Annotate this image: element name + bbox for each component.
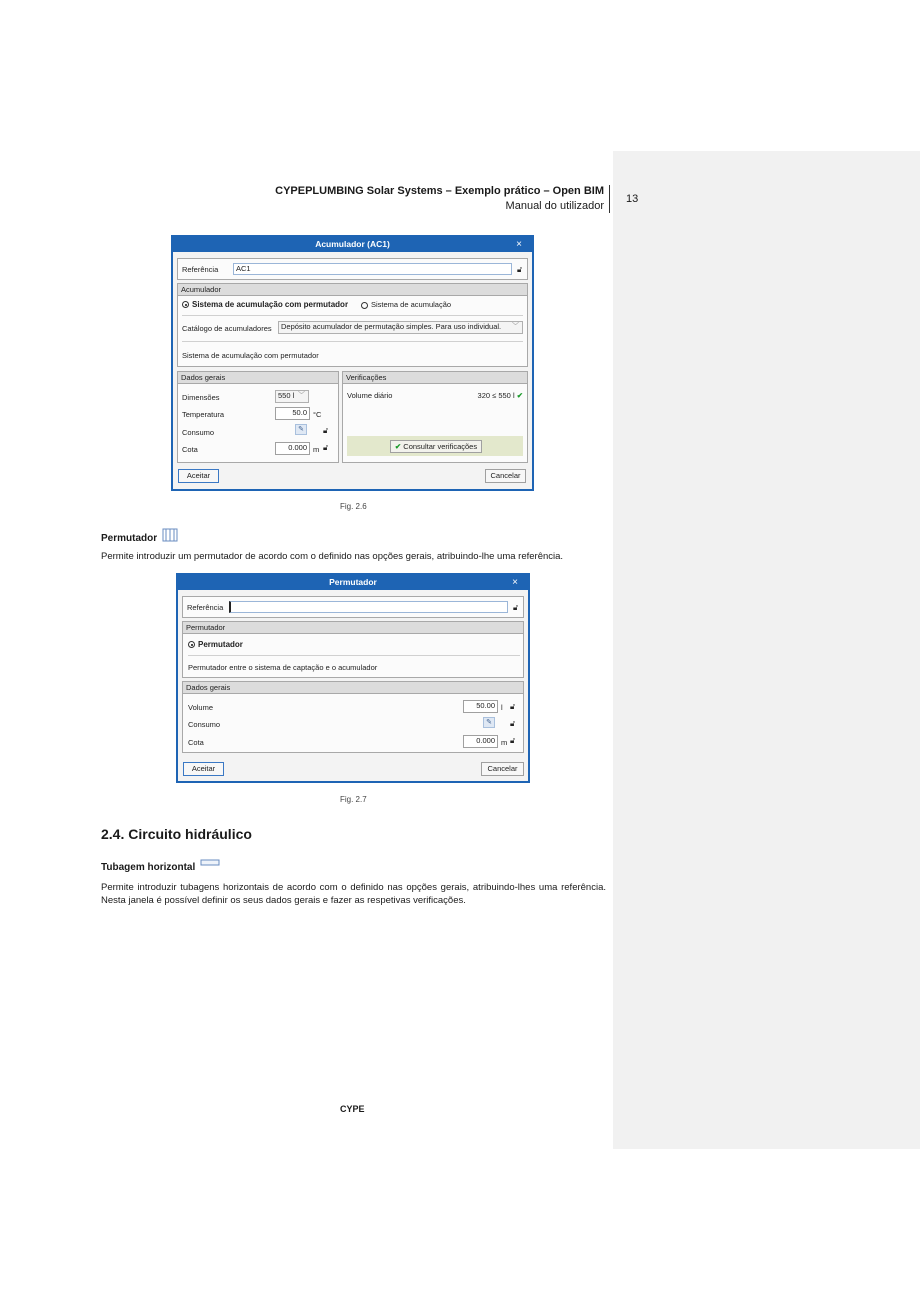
- referencia-group: [182, 596, 524, 618]
- volume-input[interactable]: 50.00: [463, 700, 498, 713]
- figure-caption: Fig. 2.7: [340, 795, 367, 804]
- radio-selected-icon: [188, 641, 195, 648]
- cota-label: Cota: [188, 738, 204, 747]
- volume-diario-check: [478, 391, 523, 400]
- radio-empty-icon: [361, 302, 368, 309]
- consumo-label: Consumo: [188, 720, 221, 729]
- lock-icon[interactable]: 🔓︎: [513, 603, 519, 612]
- permutador-description: Permutador entre o sistema de captação e o acumulador: [188, 663, 378, 672]
- catalogo-label: Catálogo de acumuladores: [182, 324, 272, 333]
- referencia-input[interactable]: [229, 601, 508, 613]
- dialog-titlebar: [173, 237, 532, 252]
- dados-gerais-header: Dados gerais: [183, 682, 523, 694]
- cancelar-button[interactable]: Cancelar: [481, 762, 524, 776]
- catalogo-value: Depósito acumulador de permutação simples. Para uso individual.: [281, 322, 502, 331]
- lock-icon[interactable]: 🔓︎: [510, 736, 516, 745]
- acumulador-description: Sistema de acumulação com permutador: [182, 351, 319, 360]
- permutador-header: Permutador: [183, 622, 523, 634]
- running-header-title: CYPEPLUMBING Solar Systems – Exemplo prático – Open BIM: [275, 185, 604, 197]
- verificacoes-group: [342, 371, 528, 463]
- referencia-input[interactable]: AC1: [233, 263, 512, 275]
- page-number: 13: [626, 193, 639, 205]
- close-icon[interactable]: ×: [512, 577, 518, 588]
- separator: [182, 341, 523, 342]
- verificacoes-header: Verificações: [343, 372, 527, 384]
- lock-icon[interactable]: 🔓︎: [517, 265, 523, 274]
- chevron-down-icon: ﹀: [298, 392, 305, 399]
- checkmark-icon: ✔: [394, 442, 402, 451]
- lock-icon[interactable]: 🔓︎: [323, 443, 329, 452]
- lock-icon[interactable]: 🔓︎: [510, 719, 516, 728]
- dialog-title: Permutador: [329, 577, 377, 587]
- consumo-label: Consumo: [182, 428, 215, 437]
- chevron-down-icon: ﹀: [512, 323, 519, 330]
- dimensoes-label: Dimensões: [182, 393, 220, 402]
- dialog-title: Acumulador (AC1): [315, 239, 390, 249]
- volume-check-value: 320 ≤ 550 l: [477, 391, 515, 400]
- dados-gerais-header: Dados gerais: [178, 372, 338, 384]
- lock-icon[interactable]: 🔓︎: [323, 426, 329, 435]
- permutador-heading: [101, 528, 178, 544]
- dialog-titlebar: [178, 575, 528, 590]
- volume-unit: l: [501, 703, 503, 712]
- cota-label: Cota: [182, 445, 198, 454]
- temperatura-input[interactable]: 50.0: [275, 407, 310, 420]
- separator: [188, 655, 520, 656]
- tubagem-paragraph: Permite introduzir tubagens horizontais de acordo com o definido nas opções gerais, atribuindo-lhes uma referência. Nesta janela é possível definir os seus dados gerais e fazer as respetivas verificações.: [101, 882, 606, 906]
- checkmark-icon: ✔: [516, 391, 523, 400]
- acumulador-header: Acumulador: [178, 284, 527, 296]
- permutador-dialog: [176, 573, 530, 783]
- edit-pencil-icon[interactable]: ✎: [295, 424, 307, 435]
- close-icon[interactable]: ×: [516, 239, 522, 250]
- radio-permutador[interactable]: [188, 640, 243, 649]
- cota-unit: m: [313, 445, 320, 454]
- radio-option2-label: Sistema de acumulação: [371, 300, 452, 309]
- aceitar-button[interactable]: Aceitar: [183, 762, 224, 776]
- dimensoes-select[interactable]: [275, 390, 309, 403]
- referencia-label: Referência: [182, 265, 219, 274]
- permutador-group: [182, 621, 524, 678]
- aceitar-button[interactable]: Aceitar: [178, 469, 219, 483]
- cancelar-button[interactable]: Cancelar: [485, 469, 526, 483]
- footer-brand: CYPE: [340, 1104, 365, 1114]
- consultar-label: Consultar verificações: [403, 442, 478, 451]
- separator: [182, 315, 523, 316]
- tubagem-heading: [101, 859, 220, 873]
- radio-acumulacao[interactable]: [361, 300, 451, 309]
- consultar-verificacoes-button[interactable]: [390, 440, 482, 453]
- temperatura-unit: °C: [313, 410, 322, 419]
- comment-margin: [613, 151, 920, 1149]
- heat-exchanger-icon: [162, 528, 178, 542]
- dimensoes-value: 550 l: [278, 391, 295, 400]
- horizontal-pipe-icon: [200, 859, 220, 867]
- permutador-paragraph: Permite introduzir um permutador de acordo com o definido nas opções gerais, atribuindo-lhe uma referência.: [101, 551, 564, 562]
- tubagem-heading-text: Tubagem horizontal: [101, 862, 196, 873]
- cota-input[interactable]: 0.000: [275, 442, 310, 455]
- radio-option-label: Permutador: [198, 640, 243, 649]
- referencia-label: Referência: [187, 603, 224, 612]
- cota-input[interactable]: 0.000: [463, 735, 498, 748]
- referencia-group: [177, 258, 528, 280]
- lock-icon[interactable]: 🔓︎: [510, 702, 516, 711]
- dados-gerais-group: [177, 371, 339, 463]
- figure-caption: Fig. 2.6: [340, 502, 367, 511]
- temperatura-label: Temperatura: [182, 410, 225, 419]
- radio-acumulacao-com-permutador[interactable]: [182, 300, 348, 309]
- cota-unit: m: [501, 738, 508, 747]
- acumulador-dialog: [171, 235, 534, 491]
- volume-label: Volume: [188, 703, 214, 712]
- radio-option1-label: Sistema de acumulação com permutador: [192, 300, 349, 309]
- header-divider: [609, 185, 610, 213]
- catalogo-select[interactable]: [278, 321, 523, 334]
- permutador-heading-text: Permutador: [101, 533, 158, 544]
- running-header-subtitle: Manual do utilizador: [505, 200, 604, 212]
- radio-selected-icon: [182, 301, 189, 308]
- section-heading: 2.4. Circuito hidráulico: [101, 826, 252, 842]
- edit-pencil-icon[interactable]: ✎: [483, 717, 495, 728]
- volume-diario-label: Volume diário: [347, 391, 393, 400]
- dados-gerais-group: [182, 681, 524, 753]
- acumulador-group: [177, 283, 528, 367]
